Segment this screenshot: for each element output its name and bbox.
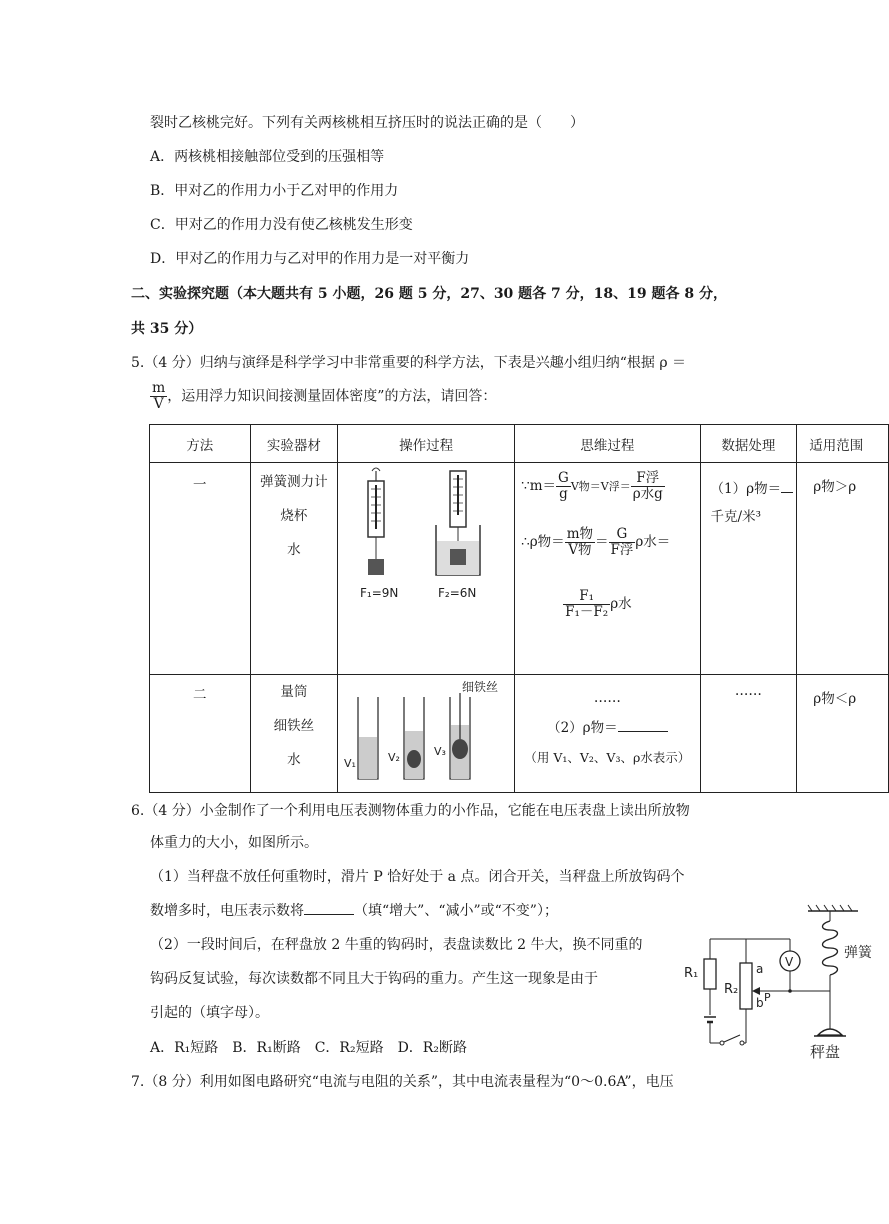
method-1-procedure bbox=[338, 463, 515, 675]
f1-label: F₁=9N bbox=[360, 586, 399, 600]
answer-blank-3[interactable] bbox=[304, 914, 354, 915]
section2-heading: 二、实验探究题（本大题共有 5 小题，26 题 5 分，27、30 题各 7 分，18、19 题各 8 分， bbox=[131, 286, 727, 302]
method-2-procedure bbox=[338, 675, 515, 793]
method-2-materials: 量筒 细铁丝 水 bbox=[250, 675, 338, 793]
header-data: 数据处理 bbox=[700, 425, 797, 463]
method-2-data: …… bbox=[700, 675, 797, 793]
rho-formula-fraction: $\frac{m}{V}$ bbox=[152, 380, 166, 412]
header-range: 适用范围 bbox=[797, 425, 889, 463]
f2-label: F₂=6N bbox=[438, 586, 477, 600]
thinking-line-2: ∴ρ物＝ $\frac{\text{m物}}{\text{V物}}$ ＝ $\frac{G}{\text{F浮}}$ ρ水＝ bbox=[521, 526, 671, 558]
answer-blank-1[interactable] bbox=[781, 492, 793, 493]
v2-label: V₂ bbox=[388, 751, 401, 764]
spring-label-1: 弹簧 bbox=[844, 945, 872, 961]
header-materials: 实验器材 bbox=[250, 425, 338, 463]
cylinder-figure bbox=[338, 675, 514, 785]
q6-options: A．R₁短路 B．R₁断路 C．R₂短路 D．R₂断路 bbox=[150, 1040, 467, 1056]
spring-scale-figure bbox=[338, 463, 514, 603]
method-1-materials: 弹簧测力计 烧杯 水 bbox=[250, 463, 338, 675]
r1-label: R₁ bbox=[684, 966, 699, 981]
q6-stem: 6.（4 分）小金制作了一个利用电压表测物体重力的小作品，它能在电压表盘上读出所放物 bbox=[131, 803, 690, 819]
circuit-figure bbox=[680, 905, 872, 1065]
section2-heading-cont: 共 35 分） bbox=[131, 321, 203, 337]
wire-label: 细铁丝 bbox=[462, 680, 499, 694]
v3-label: V₃ bbox=[434, 745, 447, 758]
point-a-label: a bbox=[756, 962, 764, 976]
q7-stem: 7.（8 分）利用如图电路研究“电流与电阻的关系”，其中电流表量程为“0～0.6A”，电压 bbox=[131, 1074, 674, 1090]
q6-part2-cont2: 引起的（填字母）。 bbox=[150, 1005, 269, 1021]
thinking-line-3: $\frac{\text{F₁}}{\text{F₁－F₂}}$ ρ水 bbox=[565, 588, 632, 620]
answer-blank-2[interactable] bbox=[618, 731, 668, 732]
q6-stem-cont: 体重力的大小，如图所示。 bbox=[150, 835, 318, 851]
q6-part2: （2）一段时间后，在秤盘放 2 牛重的钩码时，表盘读数比 2 牛大，换不同重的 bbox=[150, 937, 643, 953]
header-method: 方法 bbox=[150, 425, 251, 463]
v1-label: V₁ bbox=[344, 757, 357, 770]
voltmeter-label: V bbox=[785, 955, 794, 969]
table-row-method-2 bbox=[150, 675, 889, 793]
method-1-thinking bbox=[515, 463, 700, 675]
slider-p-label: P bbox=[764, 991, 771, 1004]
method-1-data: （1）ρ物＝ 千克/米³ bbox=[700, 463, 797, 675]
q6-part1-cont: 数增多时，电压表示数将 （填“增大”、“减小”或“不变”）； bbox=[150, 903, 558, 919]
point-b-label: b bbox=[756, 996, 764, 1010]
q6-part1: （1）当秤盘不放任何重物时，滑片 P 恰好处于 a 点。闭合开关，当秤盘上所放钩码个 bbox=[150, 869, 685, 885]
method-1-range: ρ物＞ρ bbox=[797, 463, 889, 675]
q5-stem: 5.（4 分）归纳与演绎是科学学习中非常重要的科学方法，下表是兴趣小组归纳“根据 ρ ＝ bbox=[131, 355, 687, 371]
table-row-method-1 bbox=[150, 463, 889, 675]
method-table bbox=[149, 424, 889, 793]
q4-stem: 裂时乙核桃完好。下列有关两核桃相互挤压时的说法正确的是（ ） bbox=[150, 115, 584, 131]
table-header-row bbox=[150, 425, 889, 463]
q6-part2-cont: 钩码反复试验，每次读数都不同且大于钩码的重力。产生这一现象是由于 bbox=[150, 971, 598, 987]
q4-option-c: C．甲对乙的作用力没有使乙核桃发生形变 bbox=[150, 217, 413, 233]
r2-label: R₂ bbox=[724, 982, 739, 997]
q4-option-d: D．甲对乙的作用力与乙对甲的作用力是一对平衡力 bbox=[150, 251, 470, 267]
header-thinking: 思维过程 bbox=[515, 425, 700, 463]
method-1-label: 一 bbox=[150, 463, 251, 675]
q5-stem-cont: $\frac{m}{V}$ ，运用浮力知识间接测量固体密度”的方法，请回答： bbox=[152, 380, 497, 412]
method-2-range: ρ物＜ρ bbox=[797, 675, 889, 793]
q4-option-a: A．两核桃相接触部位受到的压强相等 bbox=[150, 149, 385, 165]
header-procedure: 操作过程 bbox=[338, 425, 515, 463]
method-2-label: 二 bbox=[150, 675, 251, 793]
thinking-line-1: ∵m＝ $\frac{G}{g}$ V物＝V浮＝ $\frac{\text{F浮}}{\text{ρ水g}}$ bbox=[521, 470, 663, 502]
q4-option-b: B．甲对乙的作用力小于乙对甲的作用力 bbox=[150, 183, 399, 199]
pan-label: 秤盘 bbox=[810, 1043, 841, 1061]
method-2-thinking: …… （2）ρ物＝ （用 V₁、V₂、V₃、ρ水表示） bbox=[515, 675, 700, 793]
